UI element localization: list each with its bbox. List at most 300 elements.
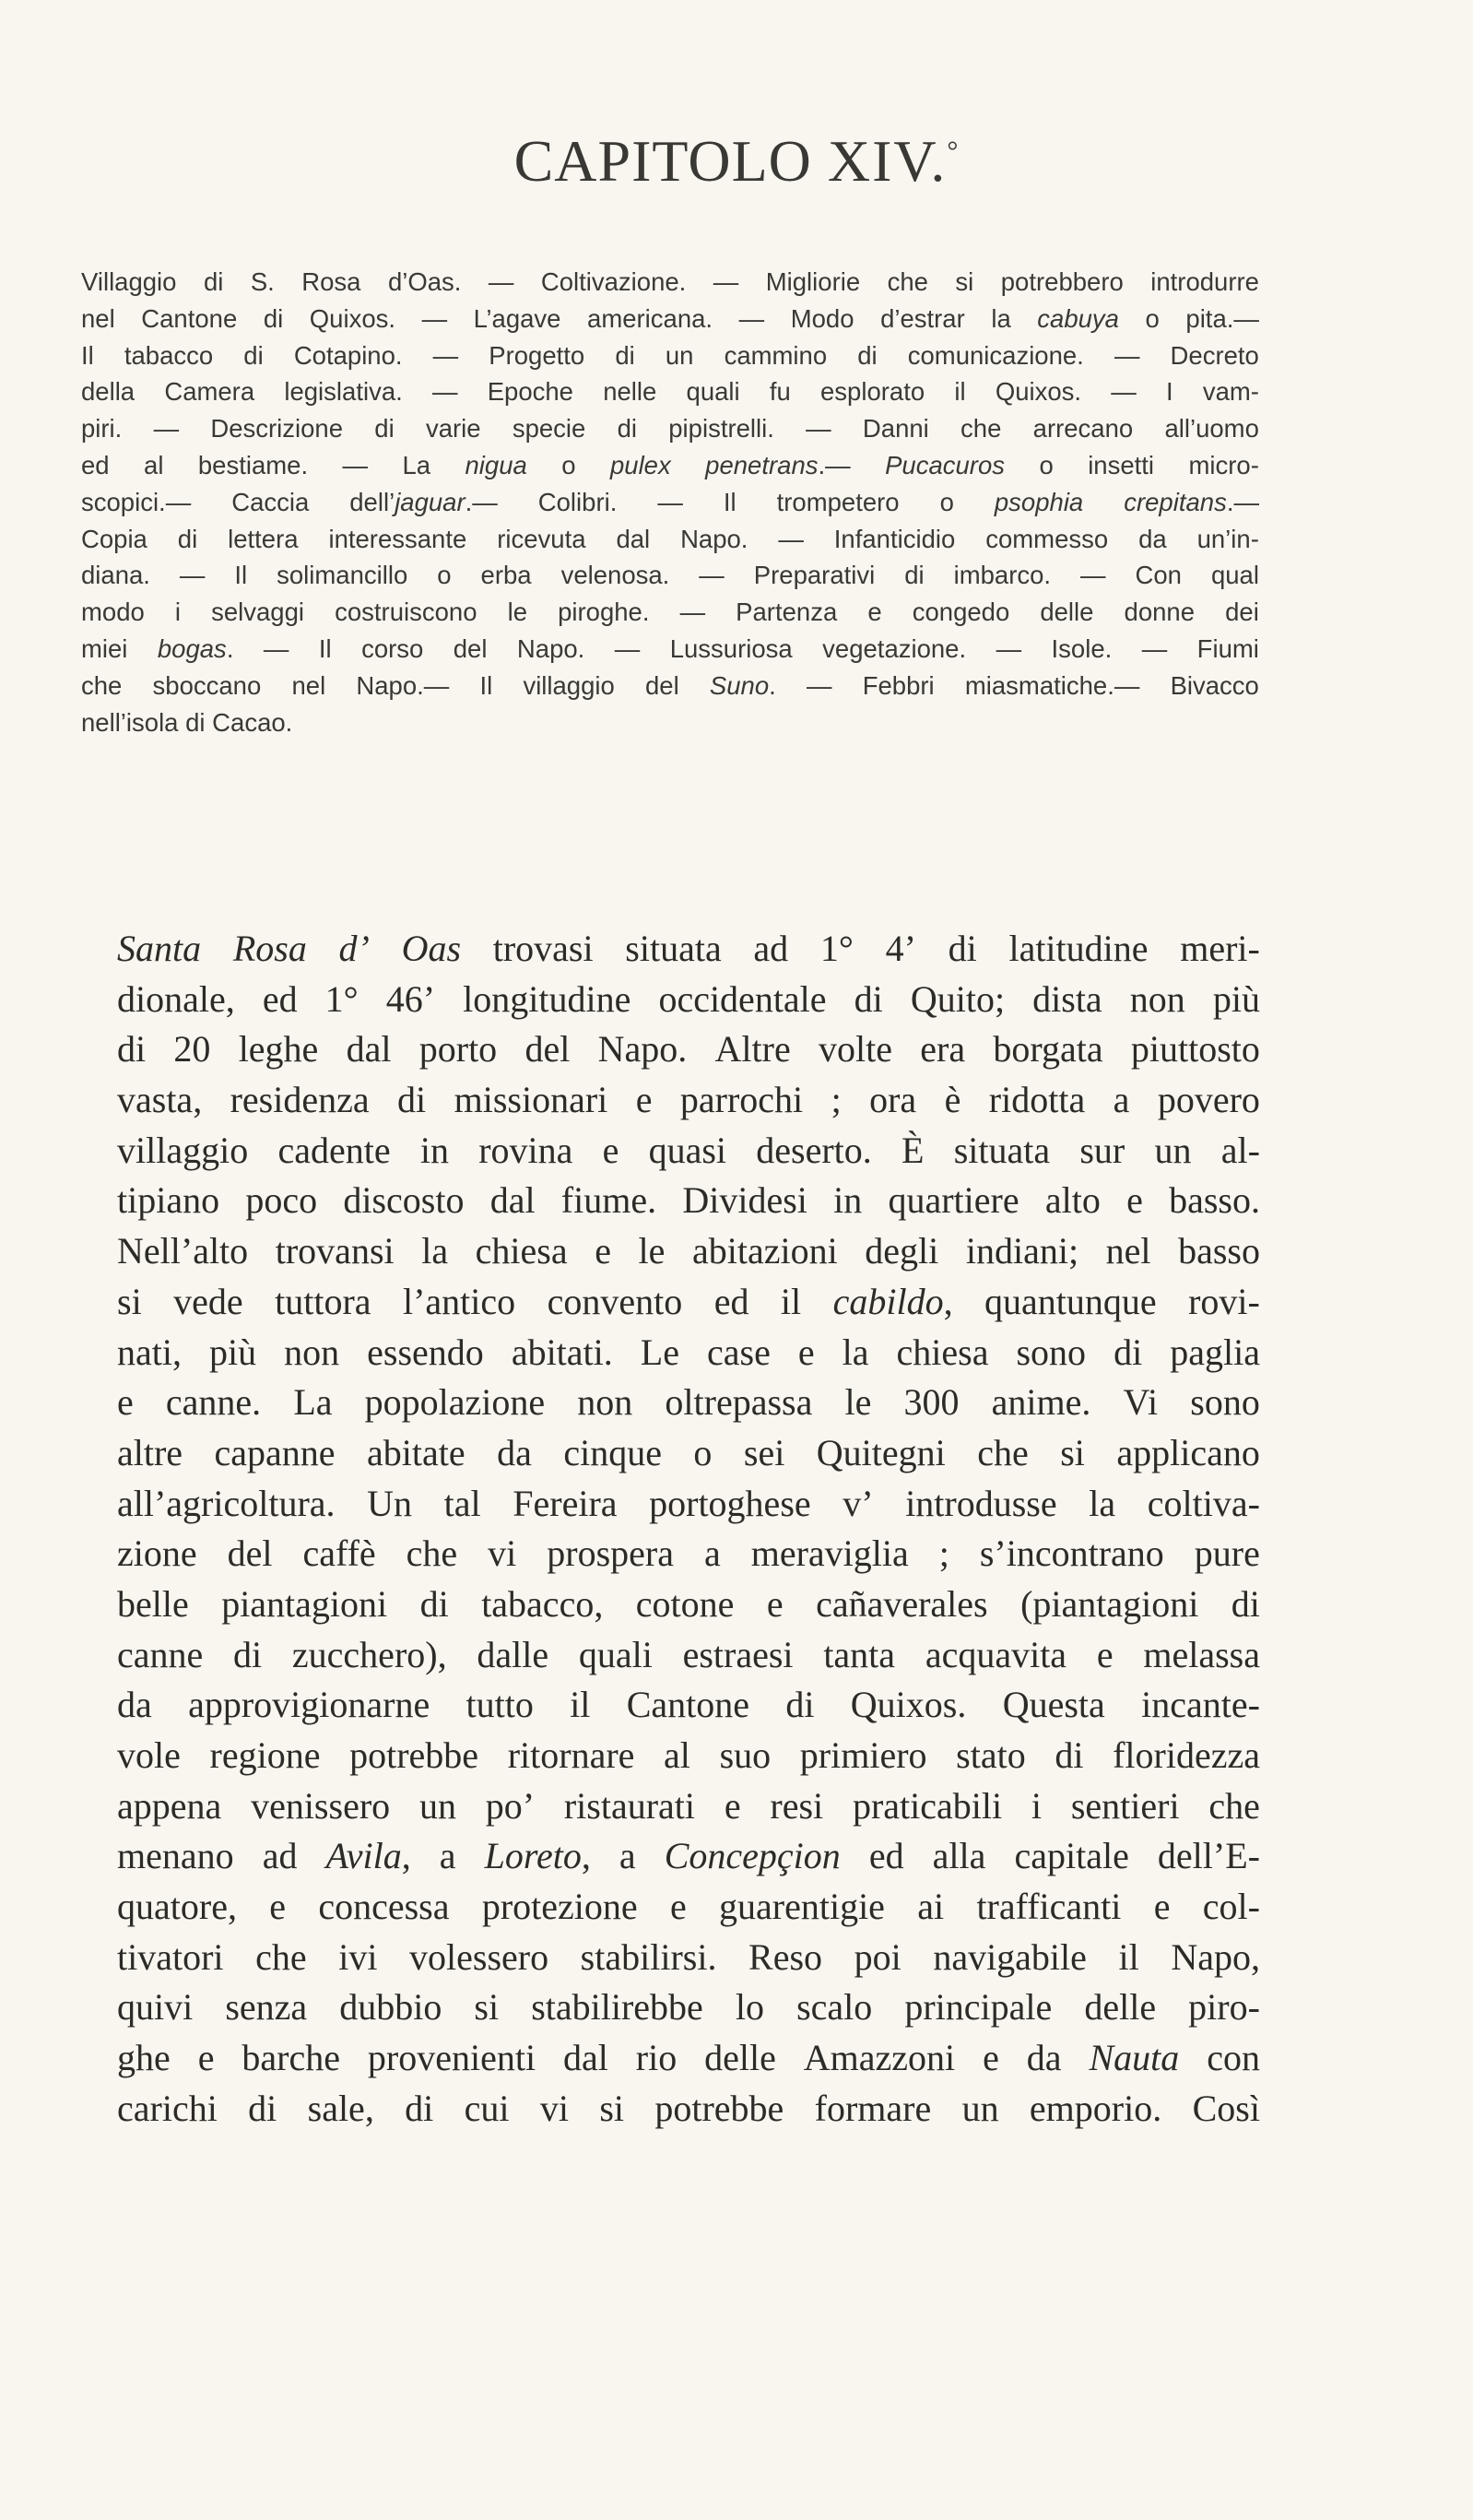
word: miei — [81, 633, 128, 663]
word: acquavita — [925, 1633, 1067, 1675]
word: Il — [479, 670, 493, 700]
word: — — [1141, 633, 1168, 663]
word: deserto. — [756, 1129, 872, 1171]
word: Coltivazione. — [540, 267, 687, 296]
word: la — [1089, 1482, 1116, 1524]
word: potrebbe — [654, 2087, 784, 2129]
word: americana. — [587, 303, 713, 333]
word: tipiano — [117, 1179, 220, 1222]
body-line — [117, 924, 1260, 975]
word: Lussuriosa — [669, 633, 793, 663]
word: delle — [704, 2037, 776, 2079]
word: ghe — [117, 2037, 171, 2079]
word: nati, — [117, 1331, 182, 1373]
word: — — [657, 487, 683, 516]
word: poco — [245, 1179, 318, 1222]
word: erba — [480, 561, 532, 590]
word: principale — [904, 1986, 1053, 2029]
word: il — [780, 1280, 802, 1322]
body-line — [117, 1630, 1260, 1681]
word: piuttosto — [1130, 1028, 1260, 1071]
word: nigua — [465, 450, 527, 479]
word: da — [1026, 2037, 1062, 2079]
word: insetti — [1088, 450, 1155, 479]
word: di — [185, 707, 206, 737]
word: crepitans.— — [1124, 487, 1259, 516]
word: un — [665, 340, 694, 370]
word: che — [960, 414, 1002, 444]
word: cadente — [277, 1129, 391, 1171]
word: — — [679, 597, 706, 627]
word: provenienti — [367, 2037, 536, 2079]
word: Reso — [748, 1935, 823, 1978]
word: sono — [1190, 1381, 1260, 1424]
word: — — [179, 561, 206, 590]
word: approvigionarne — [188, 1684, 430, 1726]
word: piro- — [1188, 1986, 1260, 2029]
word: sur — [1079, 1129, 1125, 1171]
word: di — [854, 977, 883, 1020]
word: di — [397, 1079, 427, 1121]
word: barche — [242, 2037, 340, 2079]
word: della — [81, 377, 136, 407]
word: e — [1126, 1179, 1143, 1222]
word: penetrans.— — [705, 450, 851, 479]
word: da — [1138, 524, 1167, 553]
word: praticabili — [852, 1784, 1003, 1827]
word: alla — [932, 1835, 986, 1877]
word: chiesa — [896, 1331, 989, 1373]
chapter-summary — [81, 264, 1259, 740]
word: cammino — [724, 340, 828, 370]
word: il — [954, 377, 966, 407]
body-line — [117, 1831, 1260, 1882]
word: che — [1208, 1784, 1260, 1827]
word: cotone — [635, 1582, 735, 1625]
word: scopici.— — [81, 487, 192, 516]
word: case — [707, 1331, 771, 1373]
word: Napo.— — [356, 670, 450, 700]
word: S. — [250, 267, 275, 296]
word: tuttora — [275, 1280, 371, 1322]
word: popolazione — [364, 1381, 546, 1424]
word: non — [577, 1381, 633, 1424]
word: Nell’alto — [117, 1230, 249, 1272]
word: scalo — [796, 1986, 873, 2029]
word: o — [693, 1431, 713, 1473]
word: commesso — [985, 524, 1109, 553]
word: lo — [735, 1986, 764, 2029]
word: — — [806, 414, 831, 444]
word: a — [619, 1835, 636, 1877]
word: dal — [346, 1028, 392, 1071]
word: cabuya — [1037, 303, 1119, 333]
body-line — [117, 1882, 1260, 1933]
word: I — [1166, 377, 1173, 407]
word: che — [887, 267, 928, 296]
word: — — [432, 340, 459, 370]
word: il — [1118, 1935, 1139, 1978]
word: suo — [719, 1734, 772, 1776]
word: volte — [819, 1028, 892, 1071]
word: Copia — [81, 524, 147, 553]
word: del — [453, 633, 488, 663]
word: — — [431, 377, 458, 407]
word: Camera — [164, 377, 255, 407]
word: di — [948, 928, 977, 969]
word: villaggio — [523, 670, 615, 700]
word: villaggio — [117, 1129, 249, 1171]
word: vasta, — [117, 1079, 203, 1121]
word: e — [724, 1784, 741, 1827]
word: Con — [1135, 561, 1182, 590]
word: più — [209, 1331, 257, 1373]
word: vede — [173, 1280, 243, 1322]
word: al — [664, 1734, 690, 1776]
word: belle — [117, 1582, 189, 1625]
word: 46’ — [385, 977, 436, 1020]
word: o — [437, 561, 452, 590]
word: Quixos. — [850, 1684, 967, 1726]
word: selvaggi — [211, 597, 305, 627]
word: basso — [1178, 1230, 1260, 1272]
word: di — [248, 2087, 277, 2129]
word: latitudine — [1008, 928, 1149, 969]
body-line — [117, 1428, 1260, 1479]
word: 1° — [819, 928, 854, 969]
word: — — [421, 303, 448, 333]
word: pipistrelli. — [668, 414, 774, 444]
word: canne. — [165, 1381, 262, 1424]
word: e — [983, 2037, 999, 2079]
word: Bivacco — [1170, 670, 1259, 700]
word: Avila, — [325, 1835, 411, 1877]
word: cinque — [563, 1431, 662, 1473]
word: indiani; — [965, 1230, 1079, 1272]
word: alto — [1044, 1179, 1101, 1222]
word: missionari — [454, 1079, 608, 1121]
word: sono — [1016, 1331, 1087, 1373]
word: — — [738, 303, 765, 333]
word: stabilirebbe — [531, 1986, 703, 2029]
word: nell’isola — [81, 707, 179, 737]
word: emporio. — [1029, 2087, 1162, 2129]
word: s’incontrano — [979, 1532, 1164, 1575]
word: a — [703, 1532, 721, 1575]
word: del — [524, 1028, 571, 1071]
summary-line — [81, 704, 1259, 741]
word: prospera — [547, 1532, 674, 1575]
word: Caccia — [231, 487, 310, 516]
word: rovi- — [1188, 1280, 1260, 1322]
word: Napo. — [680, 524, 748, 553]
word: sei — [743, 1431, 785, 1473]
word: o — [1145, 303, 1160, 333]
word: 1° — [324, 977, 359, 1020]
word: e — [766, 1582, 784, 1625]
word: di — [243, 340, 264, 370]
word: La — [402, 450, 431, 479]
word: e — [1153, 1886, 1171, 1928]
word: Napo, — [1171, 1935, 1260, 1978]
word: incante- — [1141, 1684, 1260, 1726]
word: Un — [367, 1482, 413, 1524]
word: è — [944, 1079, 961, 1121]
word: la — [842, 1331, 869, 1373]
summary-line — [81, 521, 1259, 558]
word: dell’E- — [1157, 1835, 1260, 1877]
word: venissero — [251, 1784, 391, 1827]
word: dell’jaguar.— — [349, 487, 498, 516]
word: tivatori — [117, 1935, 224, 1978]
word: pulex — [609, 450, 671, 479]
word: pita.— — [1185, 303, 1259, 333]
word: ora — [869, 1079, 917, 1121]
word: capanne — [214, 1431, 336, 1473]
word: Danni — [862, 414, 929, 444]
word: nel — [1105, 1230, 1151, 1272]
word: abitati. — [511, 1331, 613, 1373]
word: protezione — [481, 1886, 638, 1928]
summary-line — [81, 484, 1259, 521]
word: Vi — [1123, 1381, 1159, 1424]
word: dal — [489, 1179, 536, 1222]
chapter-title-degree: ° — [947, 136, 960, 167]
word: psophia — [994, 487, 1084, 516]
word: vi — [488, 1532, 517, 1575]
word: si — [117, 1280, 142, 1322]
word: non — [1129, 977, 1185, 1020]
word: ristaurati — [563, 1784, 696, 1827]
word: modo — [81, 597, 145, 627]
word: un — [961, 2087, 999, 2129]
word: Oas — [401, 928, 462, 969]
word: dei — [1225, 597, 1259, 627]
word: bestiame. — [197, 450, 309, 479]
word: Quixos. — [995, 377, 1082, 407]
word: più — [1212, 977, 1260, 1020]
word: — — [996, 633, 1022, 663]
word: v’ — [843, 1482, 874, 1524]
word: in — [833, 1179, 863, 1222]
word: di — [117, 1028, 147, 1071]
word: rovina — [478, 1129, 573, 1171]
word: di — [419, 1582, 449, 1625]
word: al — [144, 450, 164, 479]
body-line — [117, 1328, 1260, 1378]
word: Villaggio — [81, 267, 177, 296]
word: che — [977, 1431, 1029, 1473]
word: senza — [225, 1986, 308, 2029]
word: Napo. — [516, 633, 585, 663]
word: borgata — [993, 1028, 1103, 1071]
word: o — [1039, 450, 1054, 479]
word: meraviglia — [750, 1532, 909, 1575]
word: anime. — [991, 1381, 1091, 1424]
word: Dividesi — [682, 1179, 807, 1222]
word: di — [203, 267, 224, 296]
word: Decreto — [1170, 340, 1259, 370]
word: formare — [814, 2087, 932, 2129]
word: e — [269, 1886, 287, 1928]
summary-line — [81, 668, 1259, 704]
word: Napo. — [597, 1028, 688, 1071]
word: sale, — [307, 2087, 374, 2129]
body-line — [117, 1226, 1260, 1277]
word: quivi — [117, 1986, 194, 2029]
word: basso. — [1169, 1179, 1260, 1222]
summary-line — [81, 301, 1259, 337]
word: e — [117, 1381, 134, 1424]
word: — — [699, 561, 725, 590]
word: È — [901, 1129, 925, 1171]
word: del — [645, 670, 679, 700]
word: si — [1060, 1431, 1085, 1473]
word: di — [615, 340, 635, 370]
word: si — [474, 1986, 500, 2029]
word: vi — [539, 2087, 569, 2129]
word: tutto — [465, 1684, 534, 1726]
word: e — [635, 1079, 653, 1121]
word: ritornare — [507, 1734, 635, 1776]
word: degli — [865, 1230, 939, 1272]
word: Cacao. — [212, 707, 293, 737]
word: cui — [464, 2087, 510, 2129]
word: rio — [635, 2037, 678, 2079]
word: con — [1207, 2037, 1260, 2079]
word: piri. — [81, 414, 123, 444]
word: guarentigie — [719, 1886, 885, 1928]
word: i — [1031, 1784, 1043, 1827]
chapter-title-word: CAPITOLO — [513, 128, 812, 194]
word: le — [638, 1230, 666, 1272]
word: Infanticidio — [833, 524, 956, 553]
word: vam- — [1202, 377, 1259, 407]
word: Fereira — [513, 1482, 618, 1524]
word: quasi — [648, 1129, 727, 1171]
word: 4’ — [885, 928, 916, 969]
word: la — [991, 303, 1011, 333]
word: Colibri. — [537, 487, 618, 516]
word: quali — [578, 1633, 653, 1675]
word: Fiumi — [1196, 633, 1259, 663]
word: introdurre — [1150, 267, 1259, 296]
word: ed — [713, 1280, 749, 1322]
word: — — [153, 414, 180, 444]
word: — — [713, 267, 739, 296]
word: di — [785, 1684, 815, 1726]
word: altre — [117, 1431, 183, 1473]
word: Suno. — [709, 670, 776, 700]
word: i — [174, 597, 182, 627]
word: le — [844, 1381, 872, 1424]
summary-line — [81, 410, 1259, 447]
body-line — [117, 1579, 1260, 1630]
body-line — [117, 1176, 1260, 1226]
word: — — [1111, 377, 1137, 407]
word: micro- — [1188, 450, 1259, 479]
word: paglia — [1170, 1331, 1260, 1373]
word: Epoche — [487, 377, 573, 407]
word: di — [177, 524, 198, 553]
word: primiero — [799, 1734, 927, 1776]
word: Rosa — [301, 267, 361, 296]
word: trompetero — [776, 487, 900, 516]
word: legislativa. — [284, 377, 403, 407]
summary-line — [81, 337, 1259, 374]
word: — — [614, 633, 641, 663]
word: ricevuta — [497, 524, 586, 553]
word: di — [1055, 1734, 1084, 1776]
word: da — [117, 1684, 152, 1726]
word: L’agave — [473, 303, 561, 333]
word: ed — [81, 450, 110, 479]
word: Isole. — [1051, 633, 1113, 663]
body-line — [117, 1731, 1260, 1781]
word: — — [263, 633, 289, 663]
body-line — [117, 1075, 1260, 1126]
word: di — [1114, 1331, 1143, 1373]
word: piantagioni — [221, 1582, 388, 1625]
word: esplorato — [820, 377, 925, 407]
word: coltiva- — [1147, 1482, 1260, 1524]
word: Il — [234, 561, 248, 590]
word: o — [561, 450, 576, 479]
word: si — [599, 2087, 624, 2129]
word: un — [1154, 1129, 1192, 1171]
word: trovansi — [275, 1230, 395, 1272]
word: a — [1113, 1079, 1130, 1121]
word: piroghe. — [558, 597, 650, 627]
word: costruiscono — [335, 597, 477, 627]
word: imbarco. — [953, 561, 1052, 590]
word: in — [419, 1129, 449, 1171]
word: — — [488, 267, 514, 296]
word: convento — [547, 1280, 683, 1322]
word: di — [1231, 1582, 1260, 1625]
body-line — [117, 1126, 1260, 1177]
word: del — [227, 1532, 273, 1575]
word: zione — [117, 1532, 197, 1575]
word: Modo — [790, 303, 854, 333]
word: di — [405, 2087, 434, 2129]
word: dal — [616, 524, 651, 553]
word: un — [418, 1784, 456, 1827]
word: situata — [625, 928, 722, 969]
word: sboccano — [152, 670, 262, 700]
word: potrebbero — [1000, 267, 1124, 296]
word: vole — [117, 1734, 181, 1776]
word: Cantone — [626, 1684, 750, 1726]
word: corso — [361, 633, 424, 663]
word: e — [602, 1129, 619, 1171]
word: Le — [640, 1331, 679, 1373]
word: dionale, — [117, 977, 235, 1020]
word: carichi — [117, 2087, 218, 2129]
word: nel — [291, 670, 326, 700]
word: canne — [117, 1633, 204, 1675]
word: Rosa — [232, 928, 307, 969]
word: nelle — [603, 377, 657, 407]
summary-line — [81, 557, 1259, 594]
word: quatore, — [117, 1886, 237, 1928]
word: Pucacuros — [885, 450, 1006, 479]
word: bogas. — [157, 633, 234, 663]
word: Il — [723, 487, 736, 516]
word: dubbio — [339, 1986, 442, 2029]
word: lettera — [228, 524, 299, 553]
word: estraesi — [682, 1633, 794, 1675]
